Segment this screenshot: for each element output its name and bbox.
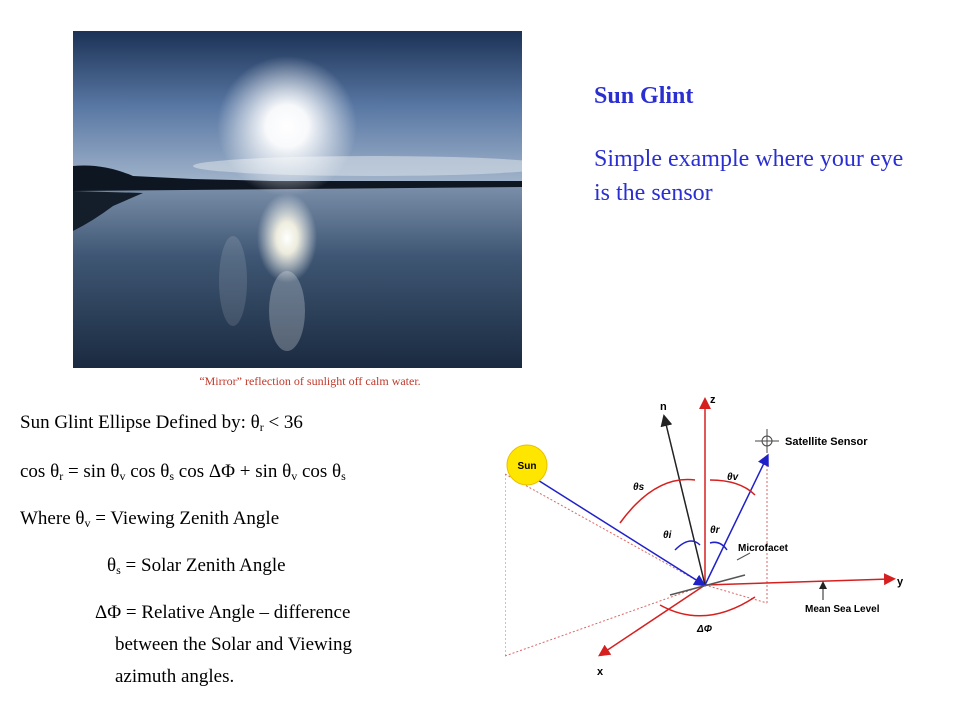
relative-angle-line-1: ΔΦ = Relative Angle – difference bbox=[95, 602, 351, 623]
photo-caption: “Mirror” reflection of sunlight off calm water. bbox=[199, 374, 421, 388]
relative-angle-line-2: between the Solar and Viewing bbox=[115, 634, 352, 655]
eq-part: = sin θ bbox=[63, 461, 120, 482]
solar-label: θ bbox=[107, 555, 117, 576]
theta-r-label: θr bbox=[710, 525, 720, 536]
y-axis bbox=[705, 579, 890, 585]
z-label: z bbox=[710, 394, 716, 406]
eq-sub: s bbox=[169, 469, 175, 483]
sun-glint-photo bbox=[73, 31, 522, 368]
theta-s-arc bbox=[620, 480, 695, 523]
frame-line bbox=[705, 585, 767, 603]
n-label: n bbox=[660, 401, 667, 413]
eq-part: cos ΔΦ + sin θ bbox=[174, 461, 292, 482]
eq-part: cos θ bbox=[125, 461, 170, 482]
solar-sub: s bbox=[116, 563, 121, 577]
microfacet-line bbox=[670, 575, 745, 595]
sun-ray bbox=[533, 477, 701, 583]
ellipse-label: Sun Glint Ellipse Defined by: θ bbox=[20, 412, 260, 433]
solar-zenith-line bbox=[107, 555, 286, 578]
microfacet-label: Microfacet bbox=[738, 543, 789, 554]
glint-geometry-diagram bbox=[505, 385, 935, 715]
page-title: Sun Glint bbox=[594, 83, 694, 109]
where-sub: v bbox=[84, 516, 91, 530]
y-label: y bbox=[897, 576, 904, 588]
eq-sub: r bbox=[59, 469, 64, 483]
eq-sub: s bbox=[341, 469, 346, 483]
satellite-icon bbox=[755, 429, 779, 453]
eq-sub: v bbox=[291, 469, 298, 483]
x-axis bbox=[603, 585, 705, 653]
delta-phi-label: ΔΦ bbox=[697, 624, 712, 635]
eq-part: cos θ bbox=[297, 461, 342, 482]
theta-s-label: θs bbox=[633, 482, 645, 493]
normal-vector bbox=[665, 420, 705, 585]
relative-angle-line-3: azimuth angles. bbox=[115, 666, 235, 687]
where-label: Where θ bbox=[20, 508, 85, 529]
ellipse-tail: < 36 bbox=[263, 412, 303, 433]
eq-part: cos θ bbox=[20, 461, 60, 482]
frame-line bbox=[505, 585, 705, 656]
ellipse-definition bbox=[20, 412, 303, 435]
ellipse-sub: r bbox=[259, 420, 264, 434]
theta-i-label: θi bbox=[663, 530, 672, 541]
sun-label: Sun bbox=[517, 461, 537, 472]
where-desc: = Viewing Zenith Angle bbox=[90, 508, 280, 529]
page-subtitle: Simple example where your eye is the sensor bbox=[594, 146, 904, 206]
theta-v-label: θv bbox=[727, 472, 739, 483]
microfacet-pointer bbox=[737, 553, 750, 560]
x-label: x bbox=[597, 666, 604, 678]
glint-equation bbox=[20, 461, 346, 484]
satellite-label: Satellite Sensor bbox=[785, 436, 868, 448]
eq-sub: v bbox=[119, 469, 126, 483]
mean-sea-level-label: Mean Sea Level bbox=[805, 604, 880, 615]
sun-ray-dashed bbox=[505, 474, 705, 585]
solar-desc: = Solar Zenith Angle bbox=[120, 555, 286, 576]
viewing-zenith-line bbox=[20, 508, 279, 531]
